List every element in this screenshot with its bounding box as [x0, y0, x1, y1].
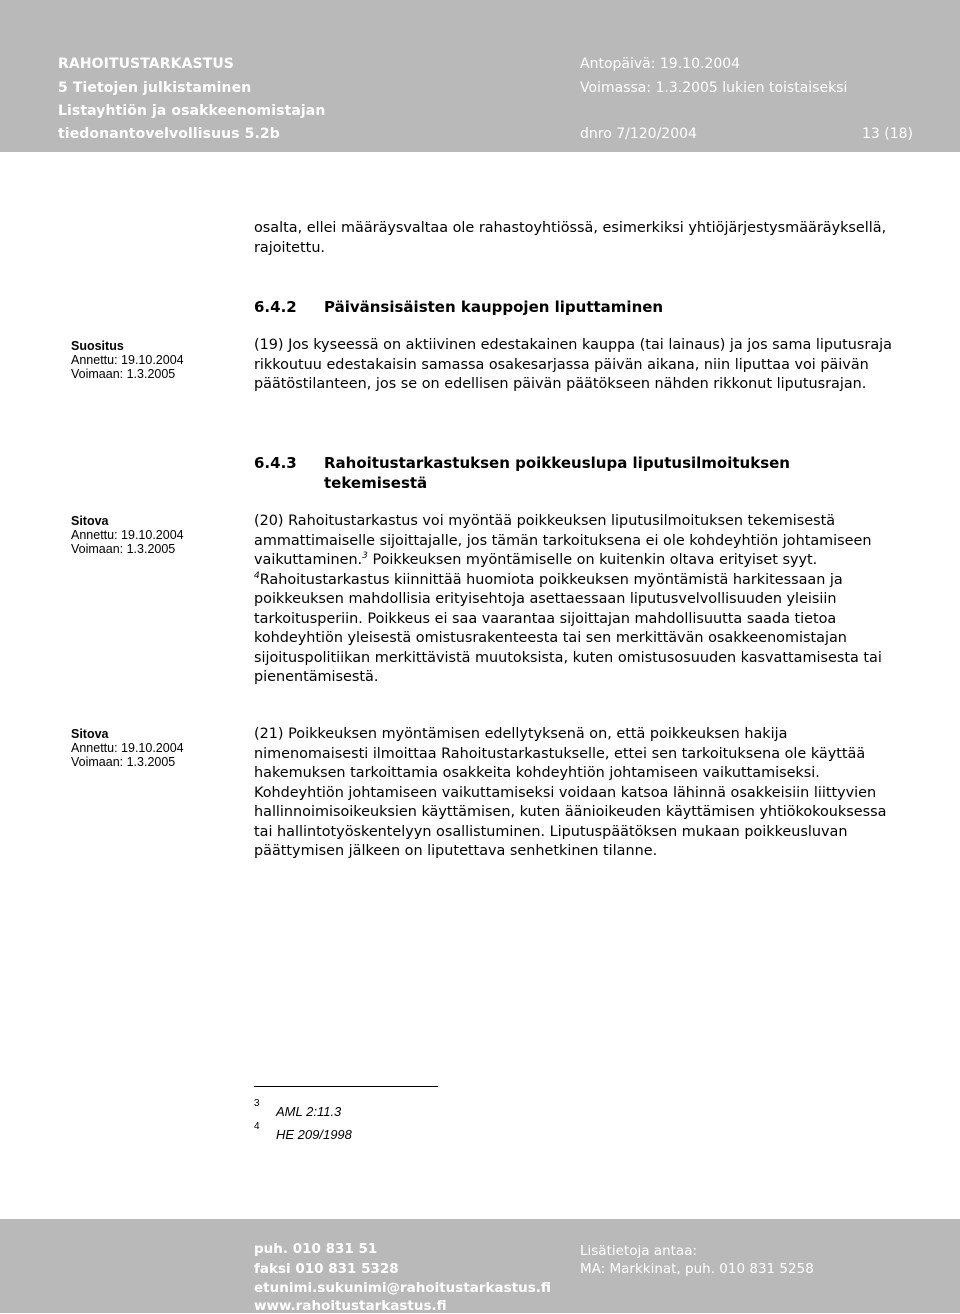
footnote-divider — [254, 1086, 438, 1087]
note-effective: Voimaan: 1.3.2005 — [71, 367, 176, 381]
footer-website: www.rahoitustarkastus.fi — [254, 1298, 447, 1314]
section-number: 6.4.3 — [254, 454, 297, 472]
note-issued: Annettu: 19.10.2004 — [71, 741, 184, 755]
footnote-ref-4: 4 — [254, 570, 260, 581]
paragraph-20 — [254, 512, 894, 688]
header-chapter: 5 Tietojen julkistaminen — [58, 80, 252, 96]
paragraph-20-part3: Rahoitustarkastus kiinnittää huomiota poikkeuksen myöntämistä harkitessaan ja poikkeuksen mahdollisia erityisehtoja asettaessaan liputusvelvollisuuden yleisiin tarkoitusperiin. Poikkeus ei saa vaarantaa sijoittajan mahdollisuutta saada tietoa kohdeyhtiön yleisestä omistusrakenteesta tai sen merkittävän osakkeenomistajan sijoituspolitiikan merkittävistä muutoksista, kuten omistusosuuden kasvattamisesta tai pienentämisestä. — [254, 571, 882, 685]
margin-note-suositus — [71, 339, 184, 381]
footer-fax: faksi 010 831 5328 — [254, 1261, 399, 1277]
margin-note-sitova-2 — [71, 727, 184, 769]
paragraph-20-part2: Poikkeuksen myöntämiselle on kuitenkin oltava erityiset syyt. — [367, 552, 818, 568]
note-kind: Sitova — [71, 514, 109, 528]
section-title: Rahoitustarkastuksen poikkeuslupa liputusilmoituksen tekemisestä — [324, 454, 790, 492]
footnote-ref-3: 3 — [362, 551, 368, 562]
section-heading-6-4-2 — [254, 297, 844, 317]
margin-note-sitova-1 — [71, 514, 184, 556]
footer-contact-label: Lisätietoja antaa: — [580, 1243, 698, 1259]
page-header — [0, 0, 960, 152]
note-effective: Voimaan: 1.3.2005 — [71, 755, 176, 769]
note-kind: Sitova — [71, 727, 109, 741]
paragraph-21: (21) Poikkeuksen myöntämisen edellytyksenä on, että poikkeuksen hakija nimenomaisesti ilmoittaa Rahoitustarkastukselle, ettei sen tarkoituksena ole käyttää hakemuksen tarkoittamia osakkeita kohdeyhtiön johtamiseen vaikuttamiseksi. Kohdeyhtiön johtamiseen vaikuttamiseksi voidaan katsoa lähinnä osakkeisiin liittyvien hallinnoimisoikeuksien käyttämisen, kuten äänioikeuden käyttämisen yhtiökokouksessa tai hallintotyöskentelyyn osallistuminen. Liputuspäätöksen mukaan poikkeusluvan päättymisen jälkeen on liputettava senhetkinen tilanne. — [254, 726, 887, 859]
header-dnro: dnro 7/120/2004 — [580, 126, 697, 142]
intro-paragraph: osalta, ellei määräysvaltaa ole rahastoyhtiössä, esimerkiksi yhtiöjärjestysmääräyksellä, rajoitettu. — [254, 220, 887, 256]
paragraph-20-part1: (20) Rahoitustarkastus voi myöntää poikkeuksen liputusilmoituksen tekemisestä ammattimaiselle sijoittajalle, jos tämän tarkoituksena ei ole kohdeyhtiön johtamiseen vaikuttaminen. — [254, 513, 872, 568]
footer-email: etunimi.sukunimi@rahoitustarkastus.fi — [254, 1280, 551, 1296]
note-issued: Annettu: 19.10.2004 — [71, 528, 184, 542]
footnote-text: HE 209/1998 — [276, 1127, 352, 1142]
header-subject-line1: Listayhtiön ja osakkeenomistajan — [58, 103, 326, 119]
section-title: Päivänsisäisten kauppojen liputtaminen — [324, 298, 664, 316]
header-issue-date: Antopäivä: 19.10.2004 — [580, 56, 741, 72]
header-page-number: 13 (18) — [862, 126, 914, 142]
page-footer — [0, 1219, 960, 1313]
footnote-number: 3 — [254, 1098, 260, 1109]
note-kind: Suositus — [71, 339, 124, 353]
header-validity: Voimassa: 1.3.2005 lukien toistaiseksi — [580, 80, 848, 96]
footer-contact-person: MA: Markkinat, puh. 010 831 5258 — [580, 1261, 814, 1277]
footnote-number: 4 — [254, 1121, 260, 1132]
note-issued: Annettu: 19.10.2004 — [71, 353, 184, 367]
paragraph-19: (19) Jos kyseessä on aktiivinen edestakainen kauppa (tai lainaus) ja jos sama liputusraja rikkoutuu edestakaisin samassa osakesarjassa päivän aikana, niin liputtaa voi päivän päätöstilanteen, jos se on edellisen päivän päätökseen nähden rikkonut liputusrajan. — [254, 337, 892, 392]
section-heading-6-4-3 — [254, 453, 844, 493]
header-subject-line2: tiedonantovelvollisuus 5.2b — [58, 126, 280, 142]
header-org: RAHOITUSTARKASTUS — [58, 56, 234, 72]
note-effective: Voimaan: 1.3.2005 — [71, 542, 176, 556]
footnote-text: AML 2:11.3 — [276, 1104, 342, 1119]
footer-phone: puh. 010 831 51 — [254, 1241, 378, 1257]
section-number: 6.4.2 — [254, 298, 297, 316]
